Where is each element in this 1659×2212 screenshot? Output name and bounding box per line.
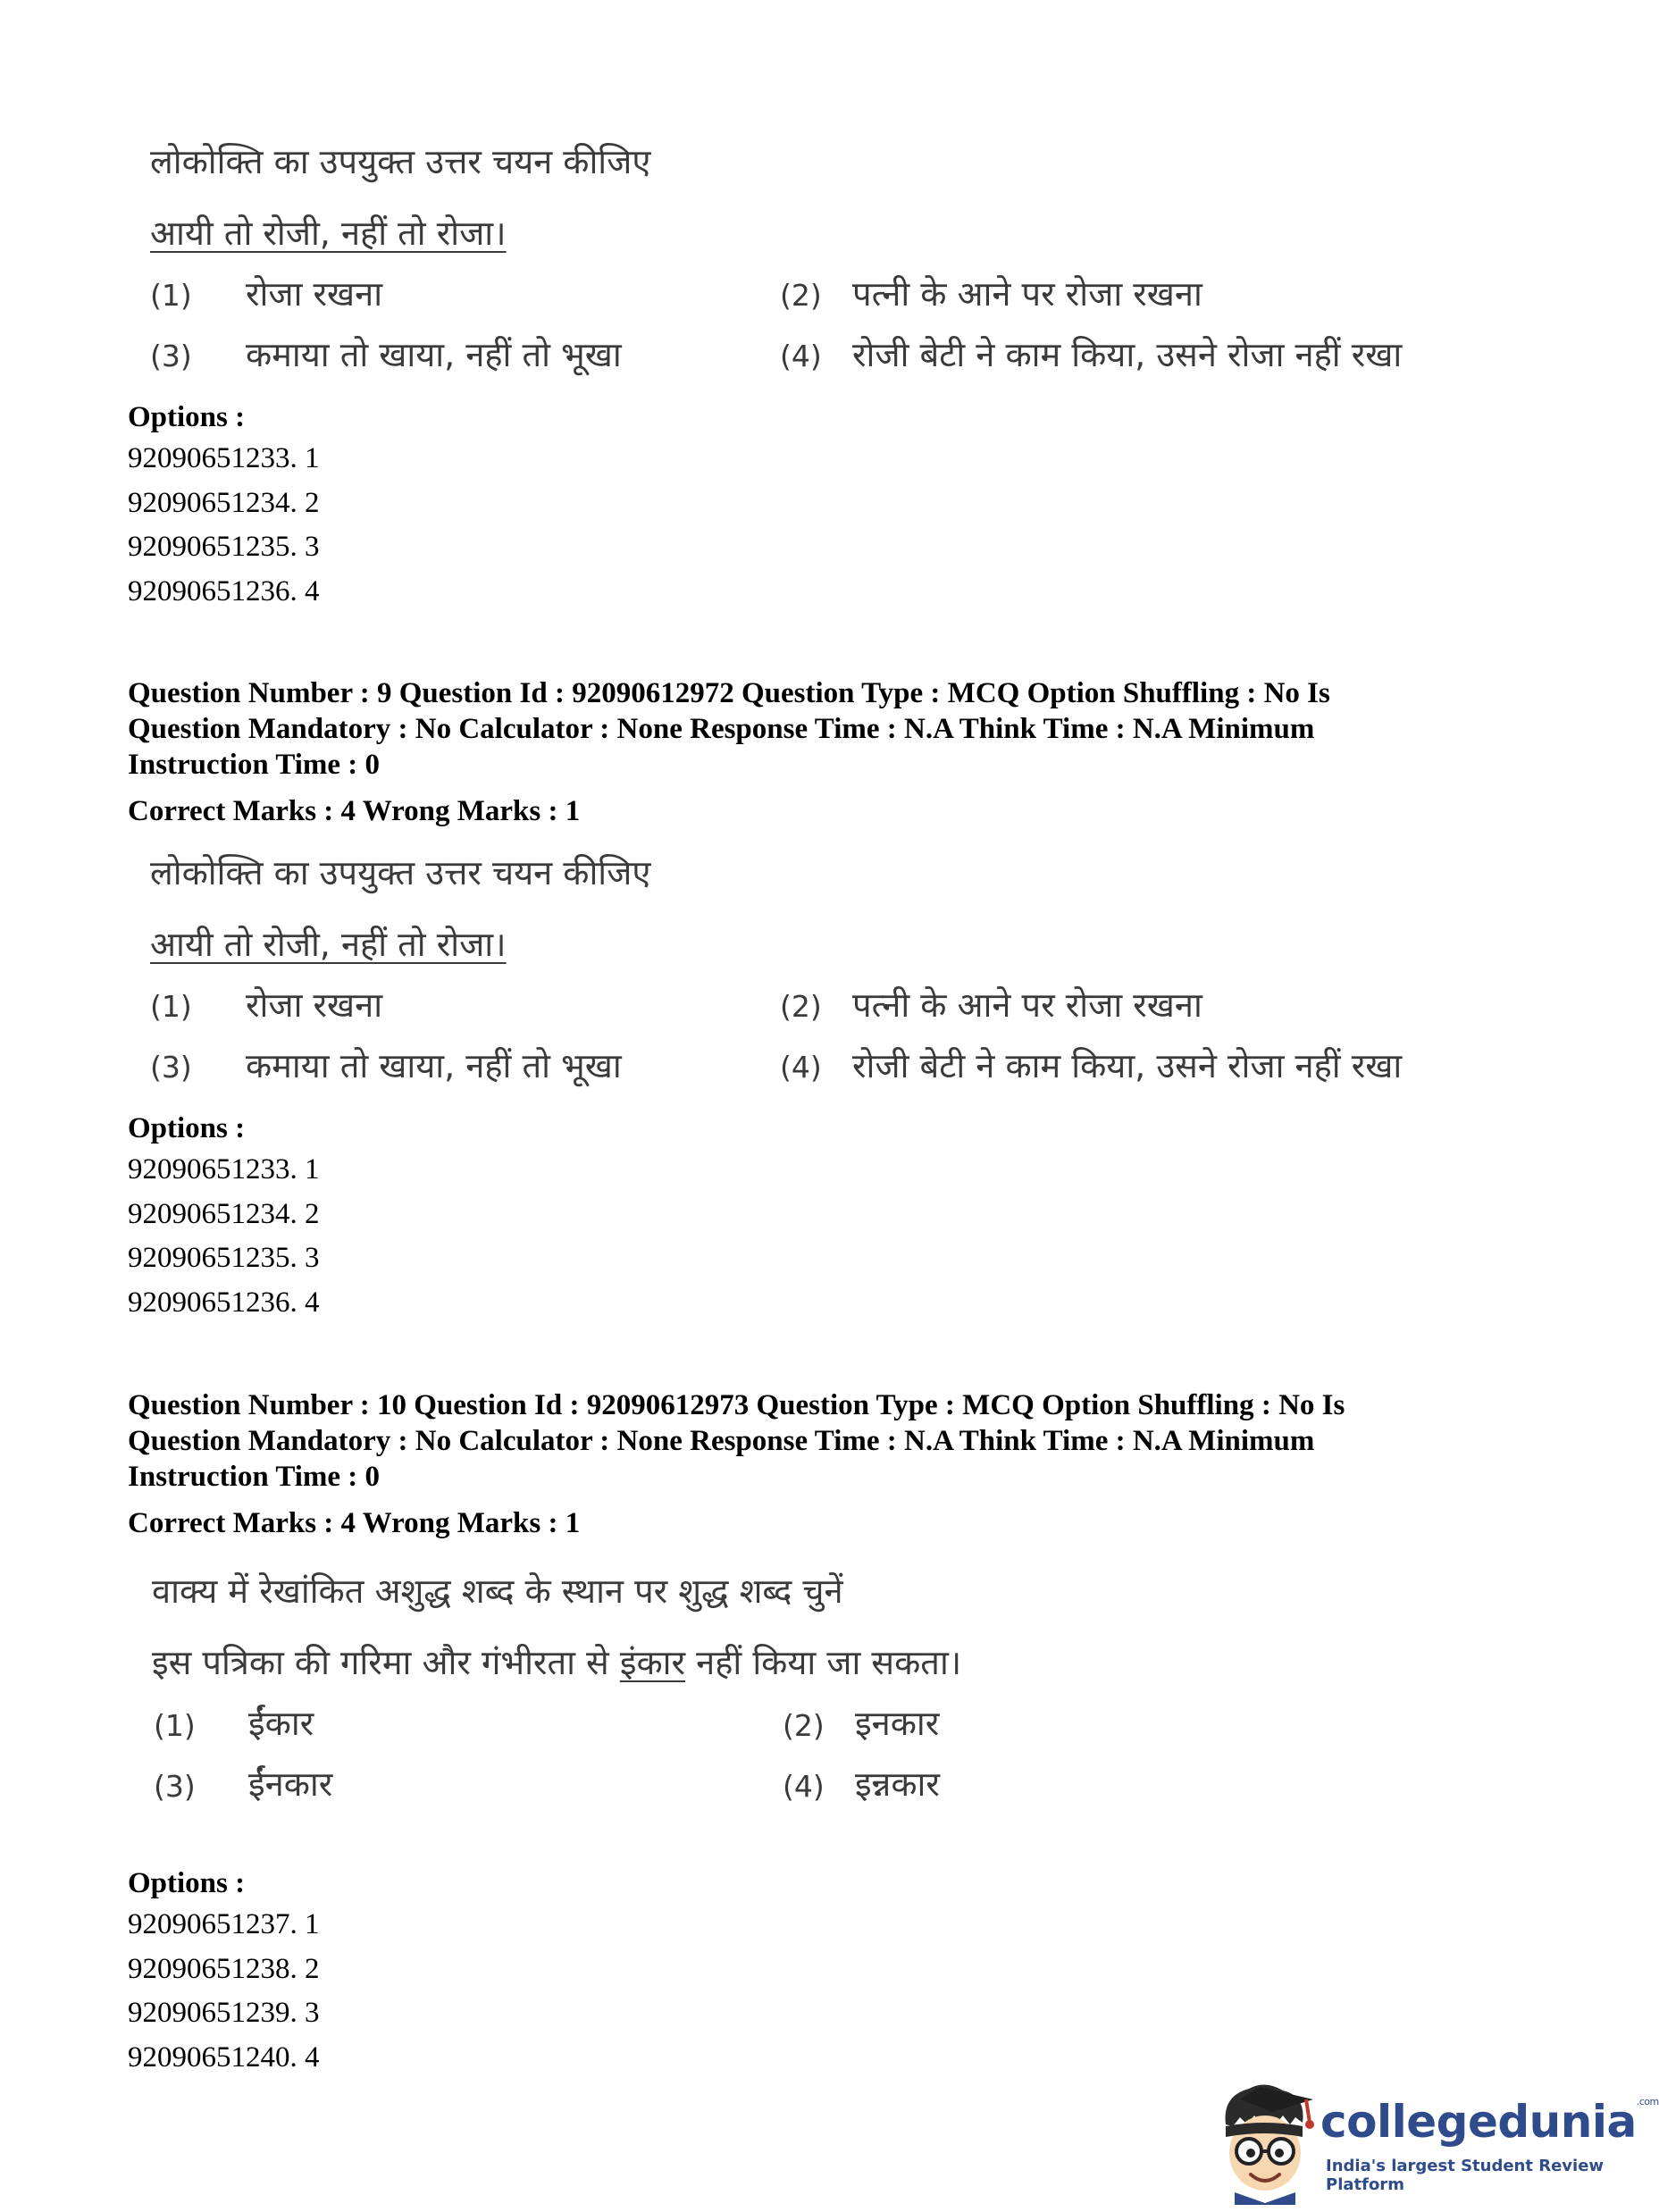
choice-text: ईंनकार: [248, 1764, 333, 1804]
options-heading: Options :: [128, 1112, 246, 1144]
meta-line: Instruction Time : 0: [128, 749, 381, 781]
choice-text: इनकार: [855, 1704, 940, 1743]
choice-number: (4): [780, 339, 822, 373]
question-sentence: आयी तो रोजी, नहीं तो रोजा।: [150, 925, 507, 964]
option-id: 92090651234. 2: [128, 486, 320, 519]
choice-number: (3): [150, 339, 192, 373]
meta-line: Question Number : 10 Question Id : 92090612973 Question Type : MCQ Option Shuffling : No Is: [128, 1389, 1345, 1421]
choice-number: (4): [783, 1769, 825, 1804]
option-id: 92090651233. 1: [128, 1153, 320, 1186]
options-heading: Options :: [128, 1867, 246, 1899]
choice-number: (3): [154, 1769, 196, 1804]
choice-text: रोजा रखना: [246, 985, 383, 1025]
option-id: 92090651233. 1: [128, 442, 320, 474]
choice-number: (1): [150, 278, 192, 313]
question-marks: Correct Marks : 4 Wrong Marks : 1: [128, 795, 581, 827]
option-id: 92090651235. 3: [128, 531, 320, 563]
question-meta: [128, 675, 1521, 783]
option-id: 92090651240. 4: [128, 2040, 320, 2074]
choice-number: (3): [150, 1050, 192, 1085]
options-list: [128, 1148, 320, 1325]
choice-text: ईंकार: [248, 1704, 314, 1743]
choice-number: (2): [780, 989, 822, 1024]
option-id: 92090651237. 1: [128, 1908, 320, 1940]
question-instruction: लोकोक्ति का उपयुक्त उत्तर चयन कीजिए: [150, 142, 651, 181]
choice-text: रोजी बेटी ने काम किया, उसने रोजा नहीं रखा: [852, 335, 1403, 374]
options-list: [128, 1903, 320, 2080]
question-meta: [128, 1387, 1521, 1495]
meta-line: Instruction Time : 0: [128, 1461, 381, 1493]
choice-text: इन्नकार: [855, 1764, 940, 1804]
brand-tagline: India's largest Student Review Platform: [1326, 2157, 1605, 2194]
meta-line: Question Mandatory : No Calculator : None Response Time : N.A Think Time : N.A Minimum: [128, 713, 1315, 745]
option-id: 92090651238. 2: [128, 1952, 320, 1985]
question-instruction: लोकोक्ति का उपयुक्त उत्तर चयन कीजिए: [150, 853, 651, 892]
choice-text: पत्नी के आने पर रोजा रखना: [852, 274, 1202, 314]
option-id: 92090651234. 2: [128, 1197, 320, 1230]
mascot-icon: [1213, 2080, 1319, 2205]
options-heading: Options :: [128, 401, 246, 433]
option-id: 92090651239. 3: [128, 1997, 320, 2029]
choice-number: (1): [150, 989, 192, 1024]
choice-text: कमाया तो खाया, नहीं तो भूखा: [246, 335, 622, 374]
question-instruction: वाक्य में रेखांकित अशुद्ध शब्द के स्थान पर शुद्ध शब्द चुनें: [152, 1571, 843, 1611]
sentence-before: इस पत्रिका की गरिमा और गंभीरता से: [152, 1643, 620, 1682]
choice-number: (2): [780, 278, 822, 313]
choice-number: (1): [154, 1708, 196, 1743]
choice-text: रोजी बेटी ने काम किया, उसने रोजा नहीं रखा: [852, 1046, 1403, 1085]
meta-line: Question Number : 9 Question Id : 92090612972 Question Type : MCQ Option Shuffling : No Is: [128, 677, 1330, 709]
choice-text: रोजा रखना: [246, 274, 383, 314]
sentence-after: नहीं किया जा सकता।: [685, 1643, 962, 1682]
question-sentence: आयी तो रोजी, नहीं तो रोजा।: [150, 214, 507, 253]
meta-line: Question Mandatory : No Calculator : None Response Time : N.A Think Time : N.A Minimum: [128, 1425, 1315, 1457]
question-marks: Correct Marks : 4 Wrong Marks : 1: [128, 1507, 581, 1539]
brand-name: collegedunia$^{.com}$: [1320, 2096, 1659, 2148]
choice-number: (4): [780, 1050, 822, 1085]
collegedunia-watermark: [1213, 2080, 1659, 2205]
options-list: [128, 437, 320, 614]
brand-domain-suffix: .com: [1636, 2096, 1659, 2107]
choice-number: (2): [783, 1708, 825, 1743]
question-sentence: [152, 1643, 962, 1682]
underlined-word: इंकार: [619, 1643, 686, 1682]
option-id: 92090651236. 4: [128, 1286, 320, 1319]
choice-text: पत्नी के आने पर रोजा रखना: [852, 985, 1202, 1025]
option-id: 92090651236. 4: [128, 574, 320, 607]
option-id: 92090651235. 3: [128, 1242, 320, 1274]
choice-text: कमाया तो खाया, नहीं तो भूखा: [246, 1046, 622, 1085]
